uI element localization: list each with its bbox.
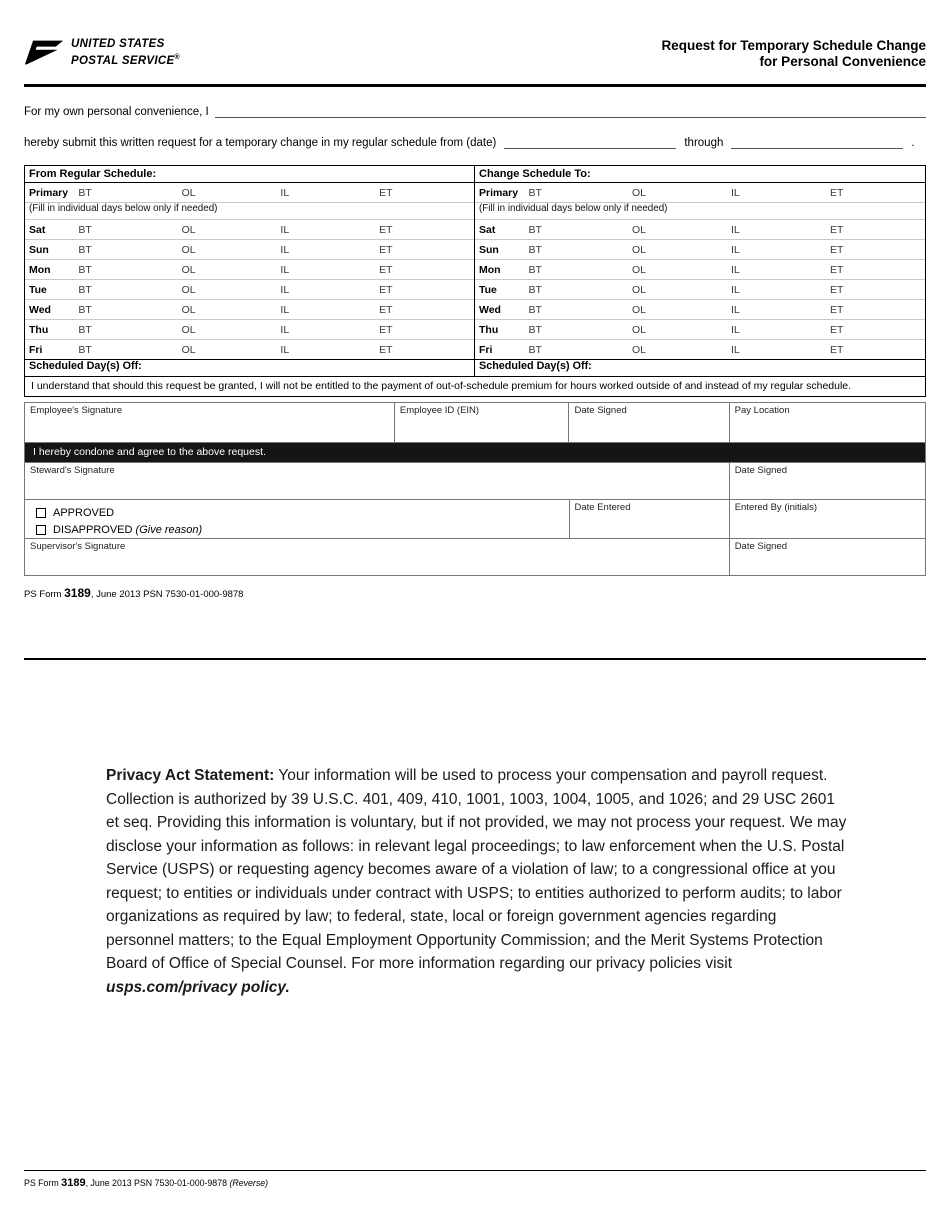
fill-note-text: (Fill in individual days below only if needed) bbox=[29, 203, 218, 214]
schedule-day-row bbox=[475, 260, 925, 280]
schedule-field-label: BT bbox=[78, 323, 92, 336]
schedule-field-label: BT bbox=[78, 223, 92, 236]
employee-date-signed-field[interactable] bbox=[569, 403, 729, 442]
schedule-field-label: OL bbox=[632, 303, 647, 316]
form-footer bbox=[24, 586, 926, 600]
schedule-field-label: OL bbox=[632, 223, 647, 236]
schedule-field-label: OL bbox=[181, 243, 196, 256]
header-rule bbox=[24, 84, 926, 87]
privacy-act-statement bbox=[106, 764, 848, 999]
ol-label: OL bbox=[632, 186, 647, 199]
privacy-heading: Privacy Act Statement: bbox=[106, 767, 275, 784]
date-from-input-line[interactable] bbox=[504, 136, 676, 149]
schedule-field-label: BT bbox=[78, 303, 92, 316]
schedule-field-label: ET bbox=[830, 223, 844, 236]
schedule-day-label: Tue bbox=[29, 283, 47, 296]
from-schedule-header bbox=[25, 166, 474, 183]
schedule-day-row bbox=[475, 220, 925, 240]
schedule-field-label: OL bbox=[181, 303, 196, 316]
approved-label: APPROVED bbox=[53, 507, 115, 519]
employee-id-field[interactable] bbox=[395, 403, 570, 442]
date-entered-label: Date Entered bbox=[574, 502, 631, 513]
schedule-day-label: Fri bbox=[29, 343, 43, 356]
schedule-day-row bbox=[25, 320, 474, 340]
il-label: IL bbox=[280, 186, 290, 199]
usps-wordmark-line1: UNITED STATES bbox=[71, 38, 165, 50]
employee-id-label: Employee ID (EIN) bbox=[399, 405, 480, 416]
form-title-line1: Request for Temporary Schedule Change bbox=[661, 38, 926, 53]
schedule-field-label: BT bbox=[528, 323, 542, 336]
schedule-field-label: IL bbox=[731, 263, 740, 276]
reverse-footer bbox=[24, 1177, 268, 1189]
approval-row bbox=[25, 500, 925, 539]
days-off-label: Scheduled Day(s) Off: bbox=[29, 360, 142, 372]
schedule-day-row bbox=[475, 340, 925, 360]
steward-signature-label: Steward's Signature bbox=[30, 465, 115, 476]
intro-line-2 bbox=[24, 136, 926, 149]
steward-date-signed-field[interactable] bbox=[730, 463, 925, 499]
schedule-field-label: ET bbox=[379, 223, 393, 236]
schedule-table bbox=[24, 165, 926, 377]
schedule-field-label: OL bbox=[181, 323, 196, 336]
date-signed-label: Date Signed bbox=[574, 405, 627, 416]
intro-through-text: through bbox=[684, 137, 724, 149]
pay-location-field[interactable] bbox=[730, 403, 925, 442]
schedule-field-label: ET bbox=[379, 283, 393, 296]
schedule-field-label: IL bbox=[280, 283, 290, 296]
condone-statement-bar: I hereby condone and agree to the above request. bbox=[25, 443, 925, 463]
schedule-day-label: Wed bbox=[479, 303, 501, 316]
schedule-field-label: ET bbox=[379, 323, 393, 336]
entered-by-label: Entered By (initials) bbox=[734, 502, 818, 513]
ol-label: OL bbox=[181, 186, 196, 199]
schedule-field-label: IL bbox=[280, 223, 290, 236]
date-entered-field[interactable] bbox=[570, 500, 730, 538]
schedule-to-section bbox=[475, 166, 925, 376]
to-schedule-header bbox=[475, 166, 925, 183]
schedule-field-label: OL bbox=[181, 343, 196, 356]
primary-label: Primary bbox=[29, 186, 69, 199]
to-fill-note bbox=[475, 203, 925, 220]
form-header bbox=[0, 0, 950, 70]
form-number: 3189 bbox=[64, 586, 91, 600]
bt-label: BT bbox=[528, 186, 542, 199]
privacy-policy-link[interactable]: usps.com/privacy policy. bbox=[106, 978, 290, 996]
entered-by-field[interactable] bbox=[730, 500, 925, 538]
schedule-day-label: Mon bbox=[29, 263, 51, 276]
et-label: ET bbox=[379, 186, 393, 199]
primary-label: Primary bbox=[479, 186, 519, 199]
schedule-field-label: IL bbox=[731, 303, 740, 316]
form-suffix: , June 2013 PSN 7530-01-000-9878 bbox=[85, 1178, 230, 1188]
employee-name-input-line[interactable] bbox=[215, 105, 926, 118]
schedule-field-label: ET bbox=[830, 343, 844, 356]
to-primary-row bbox=[475, 183, 925, 203]
form-prefix: PS Form bbox=[24, 1178, 62, 1188]
schedule-field-label: BT bbox=[528, 223, 542, 236]
usps-eagle-icon bbox=[24, 39, 64, 66]
intro-line-1-text: For my own personal convenience, I bbox=[24, 106, 209, 118]
usps-wordmark-line2: POSTAL SERVICE® bbox=[71, 54, 180, 67]
schedule-field-label: IL bbox=[731, 323, 740, 336]
schedule-field-label: OL bbox=[181, 263, 196, 276]
schedule-field-label: OL bbox=[181, 283, 196, 296]
usps-wordmark bbox=[71, 38, 180, 68]
employee-signature-label: Employee's Signature bbox=[30, 405, 123, 416]
supervisor-date-signed-field[interactable] bbox=[730, 539, 925, 575]
to-days-off-row[interactable] bbox=[475, 359, 925, 376]
schedule-day-label: Wed bbox=[29, 303, 51, 316]
date-through-input-line[interactable] bbox=[731, 136, 903, 149]
give-reason-note: (Give reason) bbox=[135, 524, 203, 536]
schedule-field-label: IL bbox=[731, 343, 740, 356]
schedule-field-label: ET bbox=[830, 243, 844, 256]
schedule-day-label: Sat bbox=[29, 223, 46, 236]
schedule-field-label: OL bbox=[181, 223, 196, 236]
schedule-field-label: BT bbox=[528, 283, 542, 296]
schedule-field-label: ET bbox=[830, 283, 844, 296]
from-fill-note bbox=[25, 203, 474, 220]
acknowledgement-text: I understand that should this request be granted, I will not be entitled to the payment of out-of-schedule premium for hours worked outside of and instead of my regular schedule. bbox=[24, 377, 926, 397]
schedule-field-label: ET bbox=[379, 263, 393, 276]
il-label: IL bbox=[731, 186, 740, 199]
intro-line-2-text: hereby submit this written request for a temporary change in my regular schedule from (date) bbox=[24, 137, 497, 149]
privacy-body: Your information will be used to process your compensation and payroll request. Collection is authorized by 39 U.S.C. 401, 409, 410, 1001, 1003, 1004, 1005, and 1026; and 29 USC 2601 et seq. Providing this information is voluntary, but if not provided, we may not process your request. We may disclose your information as follows: in relevant legal proceedings; to law enforcement when the U.S. Postal Service (USPS) or requesting agency becomes aware of a violation of law; to a congressional office at you request; to entities or individuals under contract with USPS; to entities authorized to perform audits; to labor organizations as required by law; to federal, state, local or foreign government agencies regarding personnel matters; to the Equal Employment Opportunity Commission; and the Merit Systems Protection Board of Office of Special Counsel. For more information regarding our privacy policies visit bbox=[106, 767, 847, 972]
to-day-rows bbox=[475, 220, 925, 360]
schedule-day-label: Fri bbox=[479, 343, 493, 356]
intro-line-1 bbox=[24, 105, 926, 118]
schedule-field-label: BT bbox=[528, 343, 542, 356]
supervisor-signature-row bbox=[25, 539, 925, 576]
employee-signature-field[interactable] bbox=[25, 403, 395, 442]
schedule-field-label: ET bbox=[379, 243, 393, 256]
schedule-field-label: IL bbox=[280, 303, 290, 316]
reverse-note: (Reverse) bbox=[229, 1178, 269, 1188]
from-schedule-title: From Regular Schedule: bbox=[29, 168, 157, 180]
form-prefix: PS Form bbox=[24, 589, 65, 600]
bt-label: BT bbox=[78, 186, 92, 199]
schedule-field-label: BT bbox=[78, 343, 92, 356]
schedule-day-row bbox=[25, 220, 474, 240]
schedule-day-label: Sat bbox=[479, 223, 496, 236]
schedule-day-label: Sun bbox=[29, 243, 49, 256]
bottom-rule bbox=[24, 1170, 926, 1171]
schedule-day-row bbox=[25, 340, 474, 360]
schedule-field-label: BT bbox=[78, 263, 92, 276]
usps-logo bbox=[24, 38, 180, 68]
schedule-day-label: Thu bbox=[29, 323, 49, 336]
schedule-day-row bbox=[25, 240, 474, 260]
schedule-day-label: Thu bbox=[479, 323, 499, 336]
schedule-field-label: BT bbox=[528, 303, 542, 316]
schedule-field-label: OL bbox=[632, 343, 647, 356]
schedule-field-label: ET bbox=[379, 303, 393, 316]
schedule-field-label: IL bbox=[280, 243, 290, 256]
intro-line-2-period: . bbox=[911, 137, 915, 149]
schedule-day-row bbox=[475, 320, 925, 340]
registered-mark: ® bbox=[174, 54, 180, 61]
approved-checkbox[interactable] bbox=[36, 508, 46, 518]
schedule-field-label: ET bbox=[830, 323, 844, 336]
form-number: 3189 bbox=[61, 1177, 86, 1189]
schedule-field-label: OL bbox=[632, 243, 647, 256]
signature-block bbox=[24, 402, 926, 576]
schedule-field-label: BT bbox=[78, 283, 92, 296]
schedule-day-row bbox=[25, 280, 474, 300]
form-suffix: , June 2013 PSN 7530-01-000-9878 bbox=[90, 589, 244, 600]
schedule-field-label: IL bbox=[731, 283, 740, 296]
schedule-day-row bbox=[475, 240, 925, 260]
schedule-field-label: BT bbox=[78, 243, 92, 256]
schedule-day-row bbox=[475, 280, 925, 300]
schedule-day-row bbox=[25, 260, 474, 280]
from-days-off-row[interactable] bbox=[25, 359, 474, 376]
schedule-field-label: IL bbox=[731, 223, 740, 236]
schedule-from-section bbox=[25, 166, 475, 376]
schedule-field-label: OL bbox=[632, 323, 647, 336]
days-off-label: Scheduled Day(s) Off: bbox=[479, 360, 592, 372]
schedule-field-label: IL bbox=[280, 323, 290, 336]
approved-option[interactable] bbox=[36, 507, 564, 519]
schedule-day-row bbox=[475, 300, 925, 320]
schedule-day-label: Sun bbox=[479, 243, 499, 256]
supervisor-signature-label: Supervisor's Signature bbox=[30, 541, 126, 552]
disapproved-checkbox[interactable] bbox=[36, 525, 46, 535]
date-signed-label: Date Signed bbox=[734, 465, 787, 476]
schedule-day-row bbox=[25, 300, 474, 320]
schedule-field-label: BT bbox=[528, 263, 542, 276]
from-primary-row bbox=[25, 183, 474, 203]
et-label: ET bbox=[830, 186, 844, 199]
employee-signature-row bbox=[25, 403, 925, 443]
schedule-day-label: Mon bbox=[479, 263, 501, 276]
schedule-field-label: ET bbox=[830, 303, 844, 316]
schedule-field-label: IL bbox=[280, 263, 290, 276]
to-schedule-title: Change Schedule To: bbox=[479, 168, 591, 180]
supervisor-signature-field[interactable] bbox=[25, 539, 730, 575]
schedule-day-label: Tue bbox=[479, 283, 497, 296]
schedule-field-label: BT bbox=[528, 243, 542, 256]
schedule-field-label: ET bbox=[830, 263, 844, 276]
from-day-rows bbox=[25, 220, 474, 360]
fill-note-text: (Fill in individual days below only if needed) bbox=[479, 203, 668, 214]
pay-location-label: Pay Location bbox=[734, 405, 790, 416]
schedule-field-label: IL bbox=[731, 243, 740, 256]
schedule-field-label: OL bbox=[632, 283, 647, 296]
form-title bbox=[661, 38, 926, 70]
steward-signature-row bbox=[25, 463, 925, 500]
disapproved-label: DISAPPROVED (Give reason) bbox=[53, 524, 203, 536]
disapproved-option[interactable] bbox=[36, 524, 564, 536]
schedule-field-label: ET bbox=[379, 343, 393, 356]
steward-signature-field[interactable] bbox=[25, 463, 730, 499]
page-divider-rule bbox=[24, 658, 926, 660]
form-title-line2: for Personal Convenience bbox=[759, 54, 926, 69]
date-signed-label: Date Signed bbox=[734, 541, 787, 552]
approval-field bbox=[25, 500, 570, 538]
schedule-field-label: OL bbox=[632, 263, 647, 276]
schedule-field-label: IL bbox=[280, 343, 290, 356]
